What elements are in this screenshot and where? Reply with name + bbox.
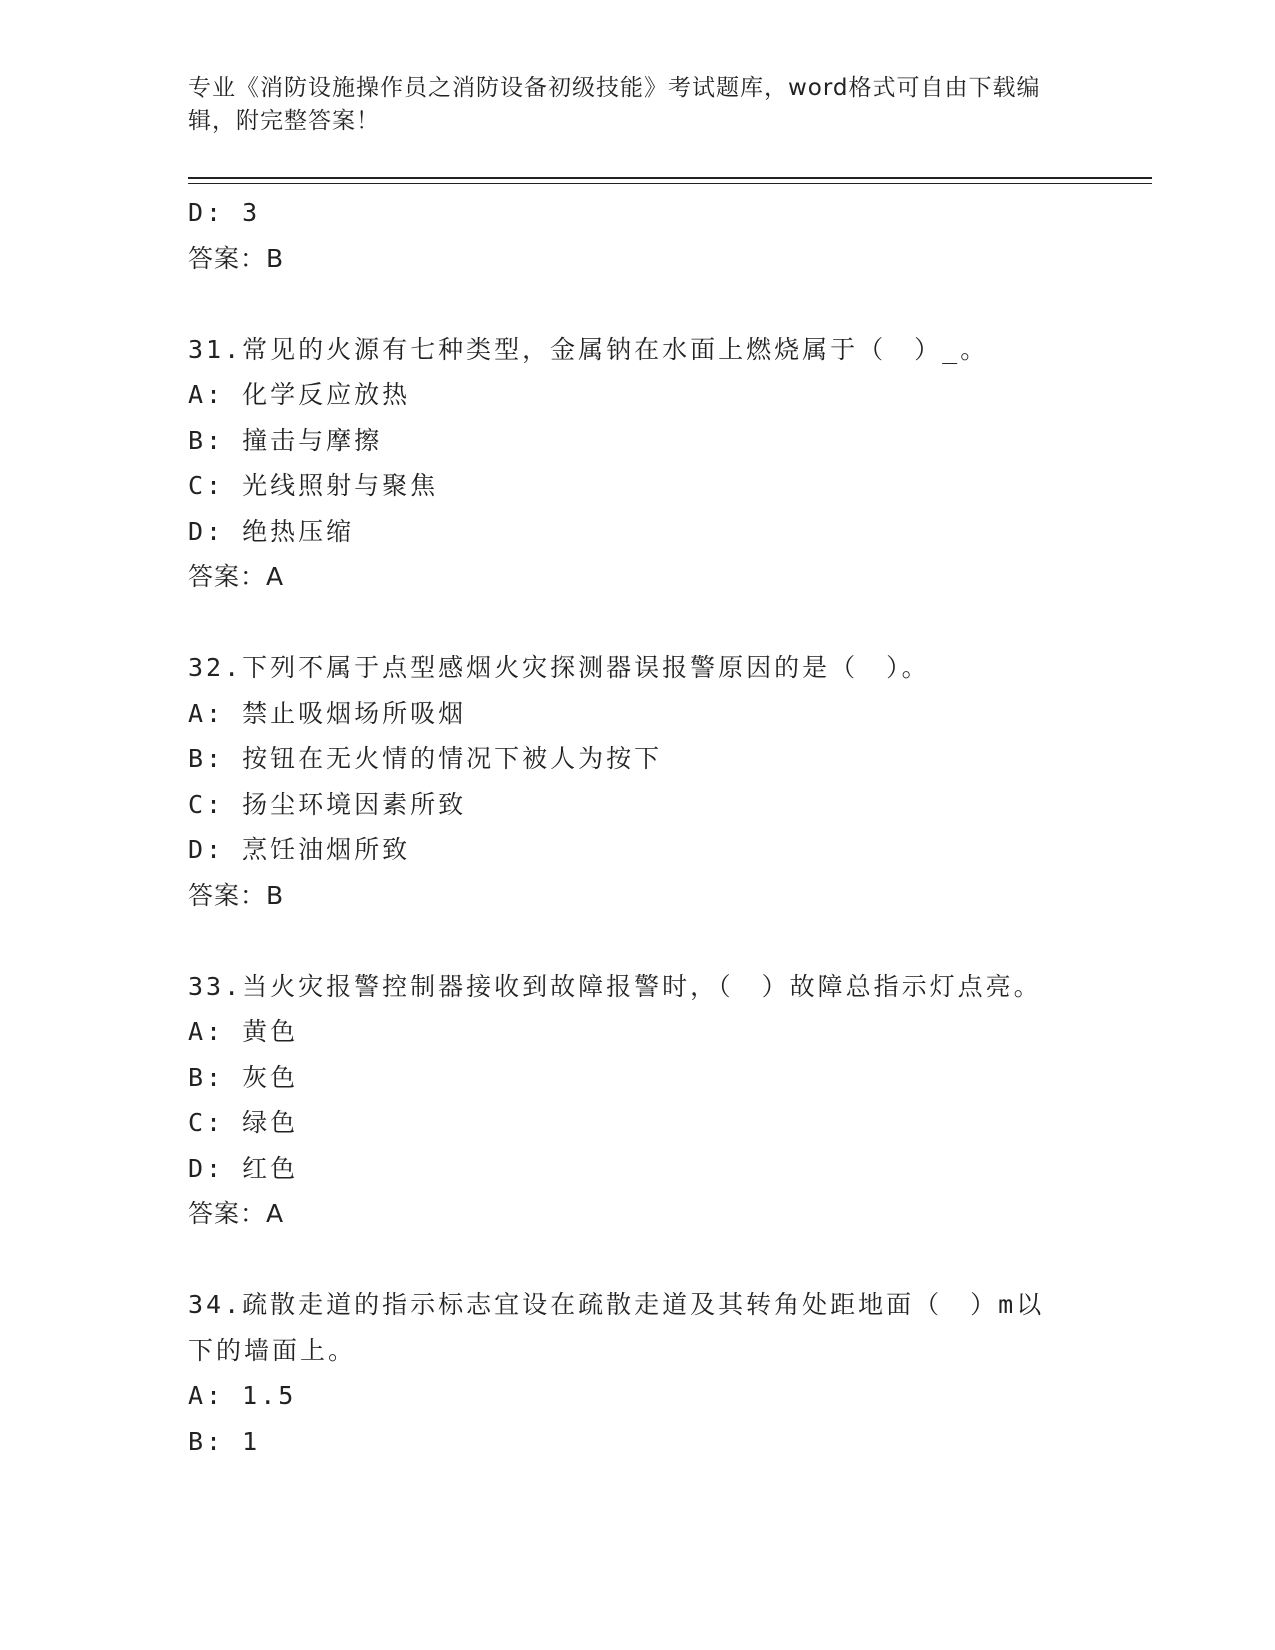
option-a: A: 黄色 (188, 1017, 299, 1046)
option-d: D: 红色 (188, 1153, 299, 1183)
option-b: B: 灰色 (188, 1062, 299, 1092)
option-b: B: 按钮在无火情的情况下被人为按下 (188, 744, 663, 773)
option-d: D: 绝热压缩 (188, 516, 355, 546)
answer-line: 答案：B (188, 243, 285, 273)
option-d: D: 3 (188, 198, 261, 227)
answer-line: 答案：A (188, 1199, 285, 1228)
question-stem-line-1: 34.疏散走道的指示标志宜设在疏散走道及其转角处距地面（ ）m以 (188, 1290, 1045, 1319)
option-c: C: 光线照射与聚焦 (188, 471, 439, 500)
answer-line: 答案：B (188, 880, 285, 910)
spacer (188, 918, 1078, 964)
question-stem-line-2: 下的墙面上。 (188, 1335, 357, 1365)
header-rule-thin (188, 183, 1152, 184)
option-d: D: 烹饪油烟所致 (188, 835, 411, 864)
option-b: B: 撞击与摩擦 (188, 425, 383, 455)
option-a: A: 1.5 (188, 1381, 297, 1410)
document-header: 专业《消防设施操作员之消防设备初级技能》考试题库，word格式可自由下载编辑，附完整答案！ (188, 75, 1041, 134)
question-list (188, 190, 1078, 1464)
question-stem: 33.当火灾报警控制器接收到故障报警时，（ ）故障总指示灯点亮。 (188, 971, 1042, 1001)
option-b: B: 1 (188, 1426, 261, 1456)
spacer (188, 281, 1078, 327)
spacer (188, 1237, 1078, 1283)
answer-line: 答案：A (188, 562, 285, 591)
option-a: A: 禁止吸烟场所吸烟 (188, 698, 467, 728)
question-stem: 31.常见的火源有七种类型，金属钠在水面上燃烧属于（ ）_。 (188, 334, 989, 364)
option-a: A: 化学反应放热 (188, 380, 411, 409)
question-stem: 32.下列不属于点型感烟火灾探测器误报警原因的是（ ）。 (188, 653, 930, 682)
option-c: C: 扬尘环境因素所致 (188, 789, 467, 819)
question-31 (188, 327, 1078, 600)
question-33 (188, 964, 1078, 1237)
spacer (188, 600, 1078, 646)
option-c: C: 绿色 (188, 1108, 299, 1137)
question-32 (188, 645, 1078, 918)
header-rule-thick (188, 177, 1152, 179)
question-34 (188, 1282, 1078, 1464)
